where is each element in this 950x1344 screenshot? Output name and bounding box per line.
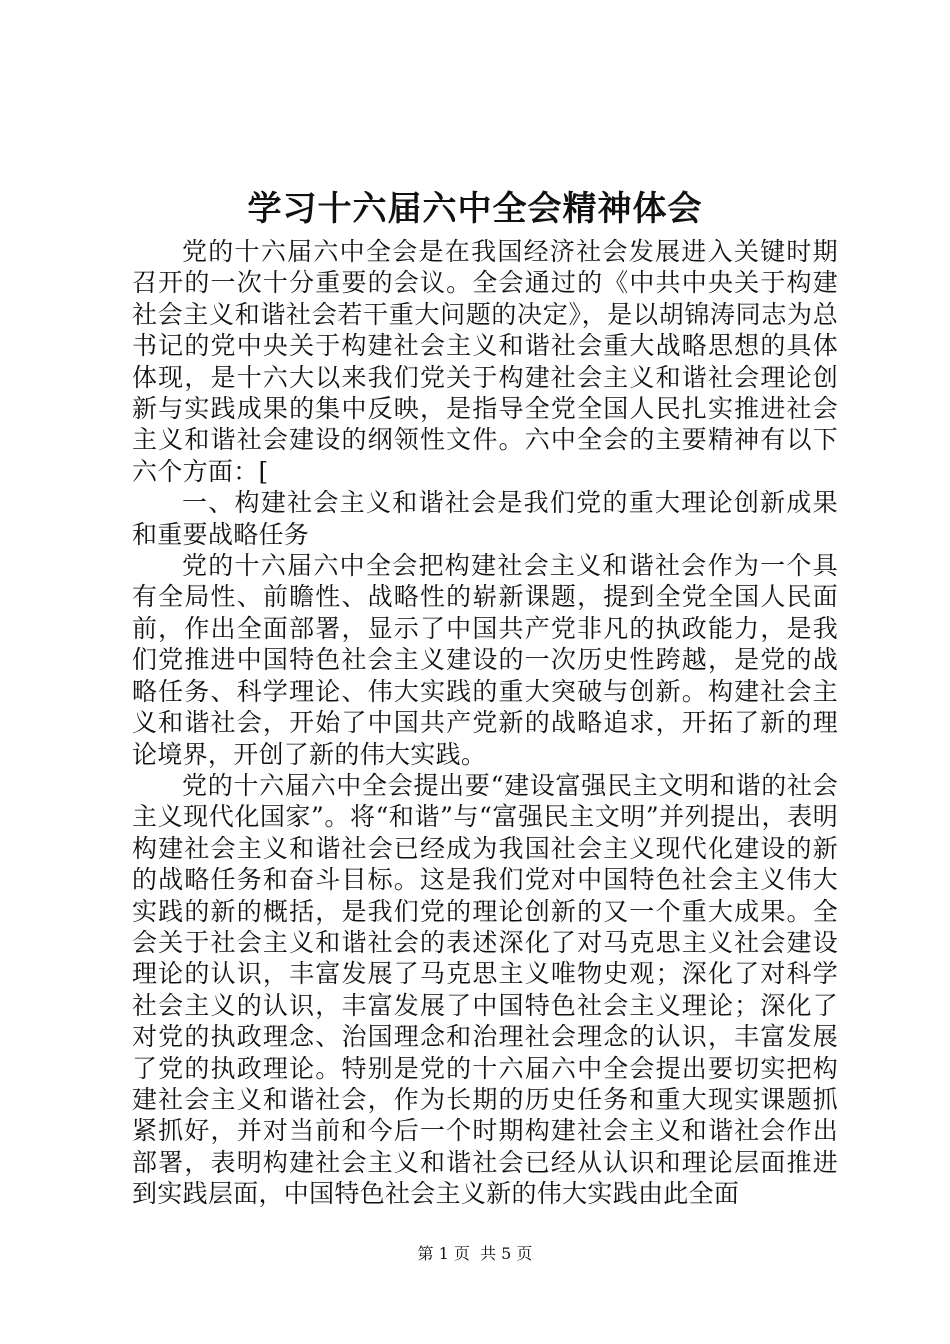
body-paragraph: 党的十六届六中全会是在我国经济社会发展进入关键时期召开的一次十分重要的会议。全会通过的《中共中央关于构建社会主义和谐社会若干重大问题的决定》，是以胡锦涛同志为总书记的党中央关于构建社会主义和谐社会重大战略思想的具体体现，是十六大以来我们党关于构建社会主义和谐社会理论创新与实践成果的集中反映，是指导全党全国人民扎实推进社会主义和谐社会建设的纲领性文件。六中全会的主要精神有以下六个方面：[: [132, 237, 838, 486]
section-heading: 一、构建社会主义和谐社会是我们党的重大理论创新成果和重要战略任务: [132, 488, 838, 549]
document-title: 学习十六届六中全会精神体会: [247, 189, 703, 229]
page-number: 第 1 页 共 5 页: [417, 1244, 533, 1263]
document-body: [132, 236, 838, 1210]
page-footer: [0, 1244, 950, 1264]
body-paragraph: 党的十六届六中全会把构建社会主义和谐社会作为一个具有全局性、前瞻性、战略性的崭新课题，提到全党全国人民面前，作出全面部署，显示了中国共产党非凡的执政能力，是我们党推进中国特色社会主义建设的一次历史性跨越，是党的战略任务、科学理论、伟大实践的重大突破与创新。构建社会主义和谐社会，开始了中国共产党新的战略追求，开拓了新的理论境界，开创了新的伟大实践。: [132, 551, 838, 769]
body-paragraph: 党的十六届六中全会提出要“建设富强民主文明和谐的社会主义现代化国家”。将“和谐”与“富强民主文明”并列提出，表明构建社会主义和谐社会已经成为我国社会主义现代化建设的新的战略任务和奋斗目标。这是我们党对中国特色社会主义伟大实践的新的概括，是我们党的理论创新的又一个重大成果。全会关于社会主义和谐社会的表述深化了对马克思主义社会建设理论的认识，丰富发展了马克思主义唯物史观；深化了对科学社会主义的认识，丰富发展了中国特色社会主义理论；深化了对党的执政理念、治国理念和治理社会理念的认识，丰富发展了党的执政理论。特别是党的十六届六中全会提出要切实把构建社会主义和谐社会，作为长期的历史任务和重大现实课题抓紧抓好，并对当前和今后一个时期构建社会主义和谐社会作出部署，表明构建社会主义和谐社会已经从认识和理论层面推进到实践层面，中国特色社会主义新的伟大实践由此全面: [132, 770, 838, 1209]
